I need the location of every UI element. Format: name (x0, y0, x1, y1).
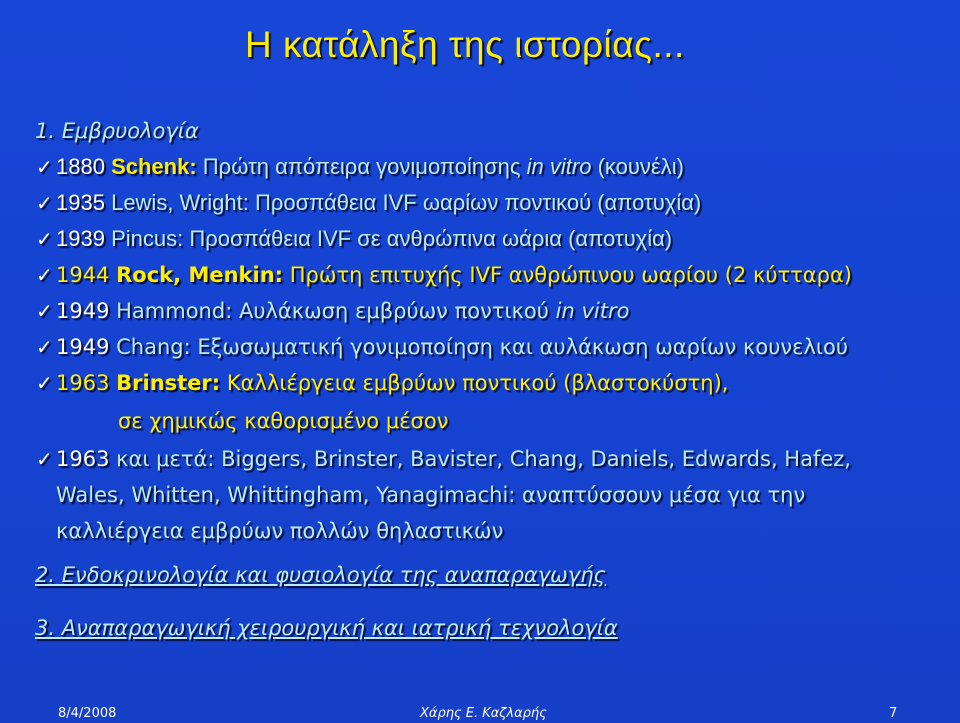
item-text: Hammond: Αυλάκωση εμβρύων ποντικού (116, 299, 549, 323)
section-1-heading: 1. Εμβρυολογία (35, 119, 199, 143)
item-year: 1880 (56, 154, 105, 179)
item-text: και μετά: Biggers, Brinster, Bavister, Chang, Daniels, Edwards, Hafez, (116, 447, 851, 471)
item-text-italic: in vitro (555, 299, 630, 323)
item-year: 1939 (56, 226, 105, 251)
item-text: Chang: Εξωσωματική γονιμοποίηση και αυλάκωση ωαρίων κουνελιού (116, 335, 849, 359)
check-icon: ✓ (36, 227, 53, 251)
list-item-1949-chang (36, 334, 848, 360)
list-item-1963-others-cont-1: Wales, Whitten, Whittingham, Yanagimachi: αναπτύσσουν μέσα για την (56, 483, 806, 507)
footer-date: 8/4/2008 (58, 706, 117, 721)
item-text: Πρώτη απόπειρα γονιμοποίησης (202, 154, 521, 179)
list-item-1939 (36, 226, 672, 252)
section-3-heading: 3. Αναπαραγωγική χειρουργική και ιατρική τεχνολογία (35, 616, 618, 640)
item-name: Rock, Menkin: (116, 263, 284, 287)
list-item-1935 (36, 190, 701, 216)
list-item-1963-others (36, 446, 851, 472)
check-icon: ✓ (36, 155, 53, 179)
list-item-1963-brinster (36, 370, 728, 396)
footer-author: Χάρης Ε. Καζλαρής (420, 706, 547, 721)
item-name: Schenk: (111, 154, 197, 179)
item-name: Brinster: (116, 371, 221, 395)
item-text: Καλλιέργεια εμβρύων ποντικού (βλαστοκύστη), (226, 371, 729, 395)
item-year: 1935 (56, 190, 105, 215)
item-text: Πρώτη επιτυχής IVF ανθρώπινου ωαρίου (2 κύτταρα) (289, 263, 852, 287)
footer-page-number: 7 (889, 706, 898, 721)
item-year: 1949 (56, 299, 110, 323)
check-icon: ✓ (36, 191, 53, 215)
slide-title: Η κατάληξη της ιστορίας... (245, 24, 685, 65)
check-icon: ✓ (36, 371, 53, 395)
item-text: Lewis, Wright: Προσπάθεια IVF ωαρίων ποντικού (αποτυχία) (111, 190, 702, 215)
item-year: 1949 (56, 335, 110, 359)
item-text: Pincus: Προσπάθεια IVF σε ανθρώπινα ωάρια (αποτυχία) (111, 226, 673, 251)
section-2-heading: 2. Ενδοκρινολογία και φυσιολογία της αναπαραγωγής (35, 563, 606, 587)
item-year: 1963 (56, 371, 110, 395)
check-icon: ✓ (36, 263, 53, 287)
item-text-italic: in vitro (526, 154, 592, 179)
list-item-1880 (36, 154, 684, 180)
check-icon: ✓ (36, 335, 53, 359)
check-icon: ✓ (36, 299, 53, 323)
list-item-1949-hammond (36, 298, 629, 324)
check-icon: ✓ (36, 447, 53, 471)
list-item-1963-others-cont-2: καλλιέργεια εμβρύων πολλών θηλαστικών (56, 519, 504, 543)
item-text-end: (κουνέλι) (597, 154, 684, 179)
item-year: 1944 (56, 263, 110, 287)
item-year: 1963 (56, 447, 110, 471)
list-item-1944 (36, 262, 852, 288)
list-item-1963-brinster-cont: σε χημικώς καθορισμένο μέσον (118, 409, 449, 433)
